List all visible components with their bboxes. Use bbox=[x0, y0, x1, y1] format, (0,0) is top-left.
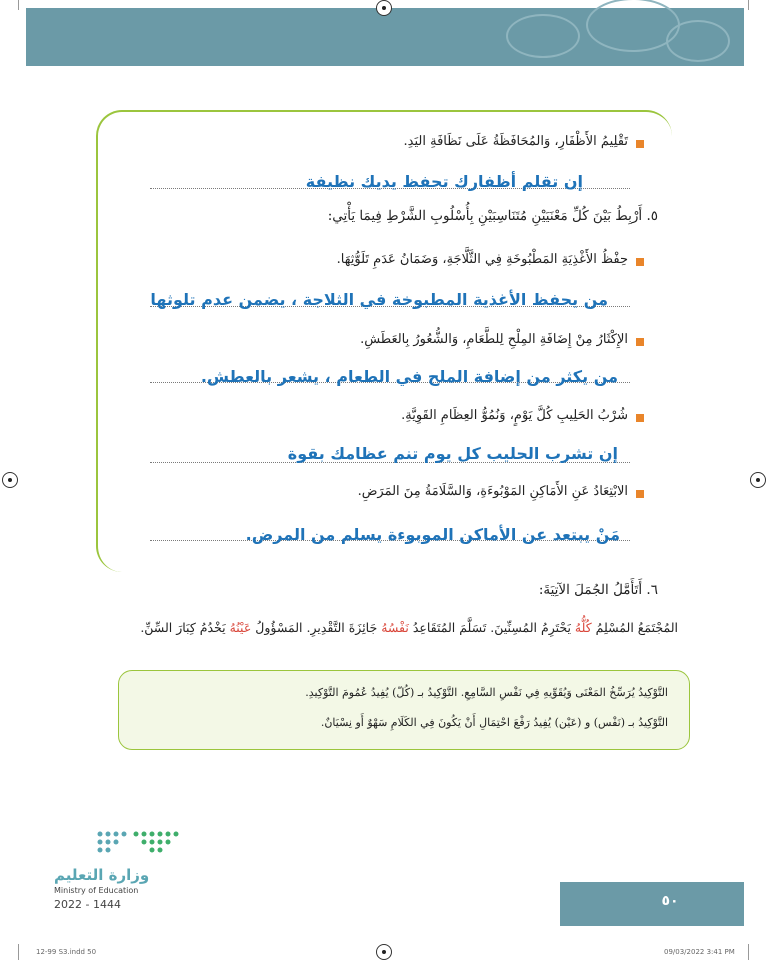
header-decoration bbox=[666, 20, 730, 62]
exercise-item-text: الابْتِعَادُ عَنِ الأَمَاكِنِ المَوْبُوءَةِ، وَالسَّلَامَةُ مِنَ المَرَضِ. bbox=[357, 484, 628, 499]
edition-year: 2022 - 1444 bbox=[54, 898, 121, 911]
sentence-text: المُجْتَمَعُ المُسْلِمُ bbox=[591, 620, 678, 635]
note-line: التَّوْكِيدُ بـ (نَفْس) و (عَيْن) يُفِيدُ رَفْعَ احْتِمَالِ أَنْ يَكُونَ فِي الكَلَامِ سَهْوٌ أَو نِسْيَانٌ. bbox=[320, 716, 668, 729]
bullet-icon bbox=[636, 490, 644, 498]
crop-mark bbox=[748, 944, 749, 960]
registration-mark bbox=[376, 0, 392, 16]
header-decoration bbox=[506, 14, 580, 58]
sentence-text: جَائِزَةَ التَّقْدِيرِ. bbox=[306, 620, 382, 635]
exercise-item-text: شُرْبُ الحَلِيبِ كُلَّ يَوْمٍ، وَنُمُوُّ العِظَامِ القَوِيَّةِ. bbox=[401, 408, 628, 423]
page-number: ٥٠ bbox=[661, 893, 679, 909]
bullet-icon bbox=[636, 338, 644, 346]
registration-mark bbox=[2, 472, 18, 488]
sentence-text: تَسَلَّمَ المُتَقَاعِدُ bbox=[408, 620, 491, 635]
crop-mark bbox=[748, 0, 749, 10]
handwritten-answer: مَنْ يبتعد عن الأماكن الموبوءة يسلم من المرض. bbox=[245, 525, 620, 544]
emphasis-word: عَيْنُهُ bbox=[229, 620, 252, 635]
handwritten-answer: من يحفظ الأغذية المطبوخة في الثلاجة ، يضمن عدم تلوثها bbox=[150, 290, 608, 309]
handwritten-answer: إن تشرب الحليب كل يوم تنم عظامك بقوة bbox=[287, 444, 618, 463]
crop-mark bbox=[18, 0, 19, 10]
print-file-mark: 12-99 S3.indd 50 bbox=[36, 948, 97, 956]
print-date-mark: 09/03/2022 3:41 PM bbox=[664, 948, 735, 956]
header-band bbox=[26, 8, 744, 66]
emphasis-word: كُلُّهُ bbox=[574, 620, 592, 635]
ministry-name-english: Ministry of Education bbox=[54, 886, 139, 895]
sentence-text: يَحْتَرِمُ المُسِنِّينَ. bbox=[490, 620, 575, 635]
ministry-name-arabic: وزارة التعليم bbox=[54, 866, 150, 884]
example-sentences bbox=[140, 620, 678, 635]
registration-mark bbox=[376, 944, 392, 960]
exercise-6-heading: ٦. أَتَأَمَّلُ الجُمَلَ الآتِيَةَ: bbox=[538, 582, 658, 598]
crop-mark bbox=[18, 944, 19, 960]
exercise-5-heading: ٥. أَرْبِطُ بَيْنَ كُلِّ مَعْنَيَيْنِ مُتَنَاسِبَيْنِ بِأُسْلُوبِ الشَّرْطِ فِيمَا يَأْتِي: bbox=[327, 208, 658, 224]
grammar-note-box bbox=[118, 670, 690, 750]
bullet-icon bbox=[636, 258, 644, 266]
bullet-icon bbox=[636, 414, 644, 422]
handwritten-answer: من يكثر من إضافة الملح في الطعام ، يشعر بالعطش. bbox=[200, 367, 618, 386]
handwritten-answer: إن تقلم أظفارك تحفظ يديك نظيفة bbox=[305, 172, 583, 191]
bullet-icon bbox=[636, 140, 644, 148]
emphasis-word: نَفْسُهُ bbox=[381, 620, 409, 635]
registration-mark bbox=[750, 472, 766, 488]
exercise-item-text: حِفْظُ الأَغْذِيَةِ المَطْبُوخَةِ فِي الثَّلَّاجَةِ، وَضَمَانُ عَدَمِ تَلَوُّثِهَا. bbox=[336, 252, 628, 267]
sentence-text: المَسْؤُولُ bbox=[251, 620, 307, 635]
exercise-item-text: الإِكْثَارُ مِنْ إِضَافَةِ المِلْحِ لِلطَّعَامِ، وَالشُّعُورُ بِالعَطَشِ. bbox=[360, 332, 628, 347]
ministry-logo-icon bbox=[92, 826, 182, 860]
note-line: التَّوْكِيدُ يُرَسِّخُ المَعْنَى وَيُقَوِّيهِ فِي نَفْسِ السَّامِعِ. التَّوْكِيدُ بـ (كُلّ) يُفِيدُ عُمُومَ التَّوْكِيدِ. bbox=[305, 686, 668, 699]
sentence-text: يَخْدُمُ كِبَارَ السِّنِّ. bbox=[140, 620, 230, 635]
exercise-item-text: تَقْلِيمُ الأَظْفَارِ، وَالمُحَافَظَةُ عَلَى نَظَافَةِ اليَدِ. bbox=[403, 134, 628, 149]
